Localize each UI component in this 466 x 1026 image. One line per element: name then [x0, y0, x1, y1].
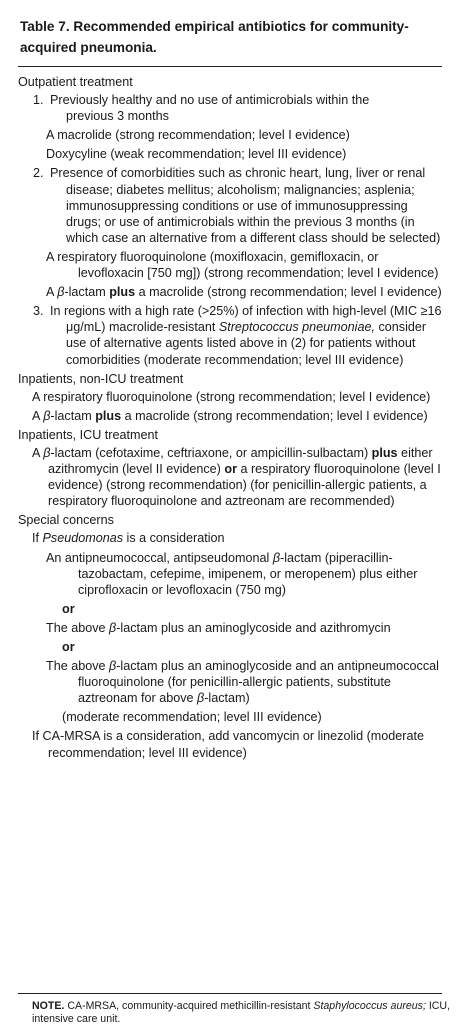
table-title: Table 7. Recommended empirical antibiotics for community-acquired pneumonia. — [20, 19, 409, 55]
organism-name: Pseudomonas — [42, 531, 124, 546]
item-text — [50, 92, 444, 124]
item-text-line: Previously healthy and no use of antimicrobials within the — [50, 93, 370, 108]
section-inpatient-non-icu — [18, 371, 444, 424]
rec-text: The above — [46, 620, 110, 635]
section-heading: Outpatient treatment — [18, 75, 133, 89]
rec-text: A — [32, 408, 44, 423]
organism-name: Staphylococcus aureus; — [313, 1000, 426, 1012]
organism-name: Streptococcus pneumoniae, — [218, 320, 375, 335]
rec-text: a macrolide (strong recommendation; level I evidence) — [135, 285, 442, 300]
rec-text: -lactam — [50, 408, 96, 423]
top-rule — [18, 66, 442, 67]
or-separator: or — [62, 640, 75, 654]
rec-text: a respiratory fluoroquinolone (level I evidence) (strong recommendation) (for penicillin-allergic patients, a respiratory fluoroquinolone and aztreonam are recommended) — [48, 462, 441, 509]
or-emphasis: or — [224, 462, 237, 477]
bottom-rule — [18, 993, 442, 994]
recommendation: A respiratory fluoroquinolone (strong recommendation; level I evidence) — [32, 389, 431, 404]
item-text-line: previous 3 months — [66, 109, 169, 124]
recommendation — [46, 620, 444, 636]
rec-text: -lactam) — [204, 691, 250, 706]
rec-text: The above — [46, 659, 110, 674]
list-item — [18, 303, 444, 367]
beta-symbol: β — [109, 659, 117, 674]
section-heading: Special concerns — [18, 513, 114, 528]
note-text: CA-MRSA, community-acquired methicillin-resistant — [64, 1000, 314, 1012]
table-body — [18, 74, 444, 761]
item-text-part: In regions with a high rate (>25%) of infection with high-level (MIC ≥16 μg/mL) macrolide-resistant — [50, 304, 442, 335]
section-inpatient-icu — [18, 427, 444, 509]
rec-text: A — [32, 445, 44, 460]
rec-text: An antipneumococcal, antipseudomonal — [46, 550, 273, 565]
item-text — [50, 303, 444, 367]
beta-symbol: β — [197, 691, 205, 706]
recommendation: Doxycyline (weak recommendation; level III evidence) — [46, 147, 347, 162]
note-text: ICU, intensive care unit. — [32, 1000, 451, 1025]
section-outpatient — [18, 74, 444, 368]
beta-symbol: β — [43, 408, 51, 423]
pseudomonas-heading — [32, 530, 444, 546]
recommendation: A respiratory fluoroquinolone (moxifloxacin, gemifloxacin, or levofloxacin [750 mg]) (strong recommendation; level I evidence) — [46, 249, 439, 281]
rec-text: a macrolide (strong recommendation; level I evidence) — [121, 408, 428, 423]
plus-emphasis: plus — [109, 285, 136, 300]
rec-text: -lactam plus an aminoglycoside and an antipneumococcal fluoroquinolone (for penicillin-allergic patients, substitute aztreonam for above — [78, 659, 439, 706]
evidence-grade: (moderate recommendation; level III evidence) — [62, 710, 322, 725]
beta-symbol: β — [109, 620, 117, 635]
item-number: 1. — [33, 93, 44, 108]
recommendation: A macrolide (strong recommendation; level I evidence) — [46, 128, 350, 143]
rec-text: -lactam (cefotaxime, ceftriaxone, or ampicillin-sulbactam) — [50, 445, 372, 460]
beta-symbol: β — [272, 550, 281, 565]
item-number: 3. — [33, 304, 44, 319]
recommendation: If CA-MRSA is a consideration, add vancomycin or linezolid (moderate recommendation; level III evidence) — [32, 729, 424, 760]
section-special-concerns — [18, 512, 444, 760]
item-number: 2. — [33, 166, 44, 181]
recommendation — [46, 658, 444, 706]
note-label: NOTE. — [32, 1000, 65, 1012]
rec-text: is a consideration — [123, 531, 225, 546]
plus-emphasis: plus — [371, 445, 398, 460]
section-heading: Inpatients, ICU treatment — [18, 427, 158, 442]
rec-text: either azithromycin (level II evidence) — [48, 445, 433, 477]
rec-text: -lactam (piperacillin-tazobactam, cefepime, imipenem, or meropenem) plus either ciprofloxacin or levofloxacin (750 mg) — [78, 550, 418, 597]
recommendation — [32, 445, 444, 509]
rec-text: If — [32, 531, 43, 546]
plus-emphasis: plus — [95, 408, 122, 423]
beta-symbol: β — [57, 285, 65, 300]
list-item — [18, 92, 444, 124]
recommendation — [46, 284, 444, 300]
item-text: Presence of comorbidities such as chronic heart, lung, liver or renal disease; diabetes mellitus; alcoholism; malignancies; asplenia; immunosuppressing conditions or use of immunosuppressing drugs; or use of antimicrobials within the previous 3 months (in which case an alternative from a different class should be selected) — [50, 166, 441, 245]
table-footnote — [18, 1000, 458, 1026]
rec-text: -lactam — [64, 285, 110, 300]
rec-text: A — [46, 285, 58, 300]
item-text-part: consider use of alternative agents listed above in (2) for patients without comorbidities (moderate recommendation; level III evidence) — [66, 320, 427, 367]
list-item — [18, 165, 444, 245]
recommendation — [46, 550, 444, 598]
beta-symbol: β — [43, 445, 51, 460]
recommendation — [32, 408, 444, 424]
section-heading: Inpatients, non-ICU treatment — [18, 371, 184, 386]
or-separator: or — [62, 601, 75, 616]
rec-text: -lactam plus an aminoglycoside and azithromycin — [116, 620, 391, 635]
